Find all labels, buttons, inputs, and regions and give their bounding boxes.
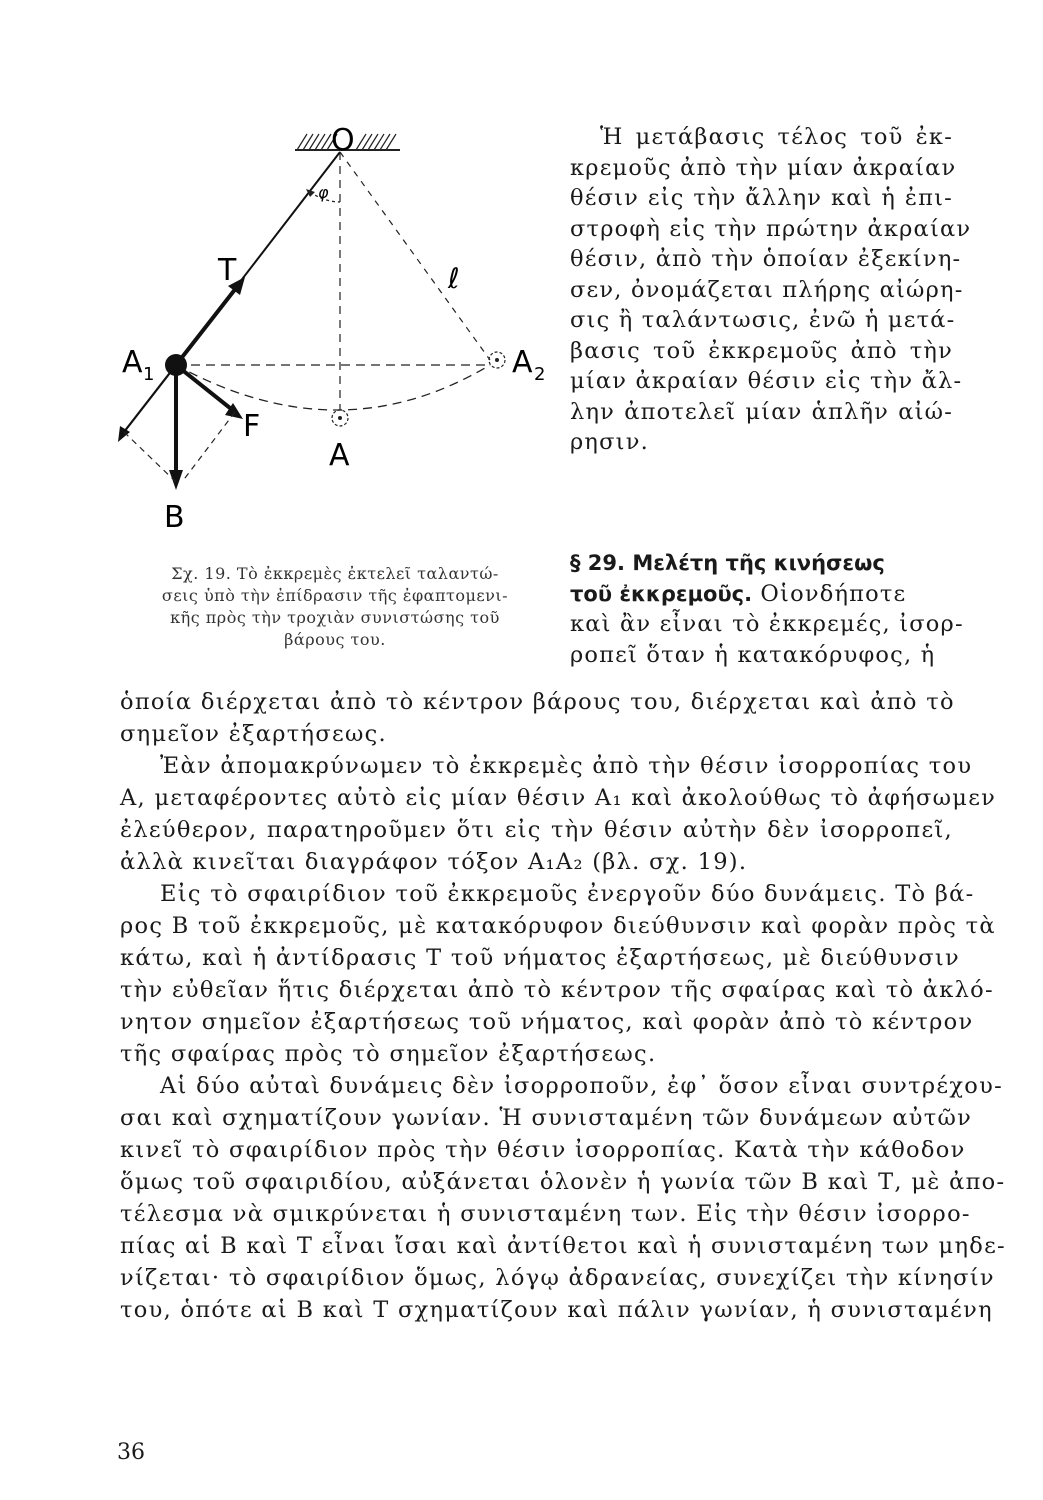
label-o: O <box>331 123 355 158</box>
tension-vector <box>176 283 240 365</box>
figure-caption <box>120 563 550 651</box>
text-line: μίαν ἀκραίαν θέσιν εἰς τὴν ἄλ- <box>570 368 963 394</box>
label-a2: A <box>512 345 533 380</box>
text-line: νητον σημεῖον ἐξαρτήσεως τοῦ νήματος, καὶ φορὰν ἀπὸ τὸ κέντρον <box>120 1009 974 1035</box>
text-line: Ἐὰν ἀπομακρύνωμεν τὸ ἐκκρεμὲς ἀπὸ τὴν θέσιν ἰσορροπίας του <box>160 753 973 779</box>
text-line: στροφὴ εἰς τὴν πρώτην ἀκραίαν <box>570 215 972 242</box>
label-a2-sub: 2 <box>534 364 546 385</box>
page-number: 36 <box>117 1440 145 1465</box>
text-line: θέσιν, ἀπὸ τὴν ὁποίαν ἐξεκίνη- <box>570 246 962 272</box>
bob-a1 <box>165 354 187 376</box>
section-title-text: § 29. Μελέτη τῆς κινήσεως <box>570 551 885 575</box>
section-title <box>570 548 953 579</box>
text-line: καὶ ἂν εἶναι τὸ ἐκκρεμές, ἰσορ- <box>570 611 964 637</box>
text-line: θέσιν εἰς τὴν ἄλλην καὶ ἡ ἐπι- <box>570 185 953 211</box>
text-line: ἀλλὰ κινεῖται διαγράφον τόξον Α₁Α₂ (βλ. σχ. 19). <box>120 849 748 875</box>
pendulum-figure <box>100 110 560 530</box>
body-text <box>120 686 1006 1326</box>
text-line: τὴν εὐθεῖαν ἥτις διέρχεται ἀπὸ τὸ κέντρον τῆς σφαίρας καὶ τὸ ἀκλό- <box>120 977 994 1003</box>
text-line: ρος Β τοῦ ἐκκρεμοῦς, μὲ κατακόρυφον διεύθυνσιν καὶ φορὰν πρὸς τὰ <box>120 913 996 939</box>
text-line: σεν, ὀνομάζεται πλήρης αἰώρη- <box>570 276 964 303</box>
text-line: λην ἀποτελεῖ μίαν ἁπλῆν αἰώ- <box>570 398 953 425</box>
label-a1: A <box>122 345 143 380</box>
label-b: B <box>164 500 185 530</box>
text-line: Ἡ μετάβασις τέλος τοῦ ἐκ- <box>600 124 953 150</box>
text-line: ροπεῖ ὅταν ἡ κατακόρυφος, ἡ <box>570 641 936 668</box>
parallelogram-line-2 <box>182 412 235 482</box>
bob-a-center <box>338 416 342 420</box>
text-line: κινεῖ τὸ σφαιρίδιον πρὸς τὴν θέσιν ἰσορροπίας. Κατὰ τὴν κάθοδον <box>120 1137 966 1163</box>
text-line: τῆς σφαίρας πρὸς τὸ σημεῖον ἐξαρτήσεως. <box>120 1041 657 1067</box>
section-heading-block <box>570 548 964 670</box>
bob-a2-center <box>495 358 499 362</box>
text-line: σαι καὶ σχηματίζουν γωνίαν. Ἡ συνισταμένη τῶν δυνάμεων αὐτῶν <box>120 1105 973 1131</box>
text-line: Αἱ δύο αὐταὶ δυνάμεις δὲν ἰσορροποῦν, ἐφ᾽ ὅσον εἶναι συντρέχου- <box>160 1073 1003 1099</box>
caption-line: σεις ὑπὸ τὴν ἐπίδρασιν τῆς ἐφαπτομενι- <box>161 586 509 605</box>
text-line: νίζεται· τὸ σφαιρίδιον ὅμως, λόγῳ ἀδρανείας, συνεχίζει τὴν κίνησίν <box>120 1265 995 1291</box>
label-a1-sub: 1 <box>143 364 155 385</box>
label-t: T <box>218 253 237 288</box>
radial-arrowhead <box>118 426 130 442</box>
text-line: τέλεσμα νὰ σμικρύνεται ἡ συνισταμένη των. Εἰς τὴν θέσιν ἰσορρο- <box>120 1201 971 1227</box>
string-a2-dashed <box>340 152 490 360</box>
section-title-line-2 <box>570 579 953 610</box>
text-line: Α, μεταφέροντες αὐτὸ εἰς μίαν θέσιν Α₁ καὶ ἀκολούθως τὸ ἀφήσωμεν <box>120 785 997 811</box>
text-line: κάτω, καὶ ἡ ἀντίδρασις Τ τοῦ νήματος ἐξαρτήσεως, μὲ διεύθυνσιν <box>120 945 960 971</box>
section-title-continuation: τοῦ ἐκκρεμοῦς. <box>570 581 753 606</box>
right-column-paragraph <box>570 122 972 458</box>
text-line: του, ὁπότε αἱ Β καὶ Τ σχηματίζουν καὶ πάλιν γωνίαν, ἡ συνισταμένη <box>120 1297 993 1323</box>
text-line: ὁποία διέρχεται ἀπὸ τὸ κέντρον βάρους του, διέρχεται καὶ ἀπὸ τὸ <box>120 689 955 715</box>
caption-line: βάρους του. <box>284 630 386 649</box>
tangential-vector <box>176 365 235 412</box>
text-line: σις ἢ ταλάντωσις, ἐνῶ ἡ μετά- <box>570 307 956 333</box>
label-l: ℓ <box>448 262 460 295</box>
text-line: πίας αἱ Β καὶ Τ εἶναι ἴσαι καὶ ἀντίθετοι καὶ ἡ συνισταμένη των μηδε- <box>120 1233 1006 1259</box>
text-line: ἐλεύθερον, παρατηροῦμεν ὅτι εἰς τὴν θέσιν αὐτὴν δὲν ἰσορροπεῖ, <box>120 817 953 843</box>
text-line: σημεῖον ἐξαρτήσεως. <box>120 721 387 747</box>
section-first-words: Οἱονδήποτε <box>752 580 907 607</box>
caption-line: Σχ. 19. Τὸ ἐκκρεμὲς ἐκτελεῖ ταλαντώ- <box>171 564 499 583</box>
parallelogram-line-1 <box>124 432 176 482</box>
text-line: Εἰς τὸ σφαιρίδιον τοῦ ἐκκρεμοῦς ἐνεργοῦν δύο δυνάμεις. Τὸ βά- <box>160 881 975 907</box>
weight-arrowhead <box>169 470 183 490</box>
label-phi: φ <box>318 183 329 202</box>
text-line: ρησιν. <box>570 429 649 455</box>
label-f: F <box>243 409 261 444</box>
caption-line: κῆς πρὸς τὴν τροχιὰν συνιστώσης τοῦ <box>170 608 500 627</box>
label-a: A <box>329 438 350 473</box>
text-line: κρεμοῦς ἀπὸ τὴν μίαν ἀκραίαν <box>570 154 957 181</box>
text-line: ὅμως τοῦ σφαιριδίου, αὐξάνεται ὁλονὲν ἡ γωνία τῶν Β καὶ Τ, μὲ ἀπο- <box>120 1169 1006 1195</box>
text-line: βασις τοῦ ἐκκρεμοῦς ἀπὸ τὴν <box>570 337 953 364</box>
